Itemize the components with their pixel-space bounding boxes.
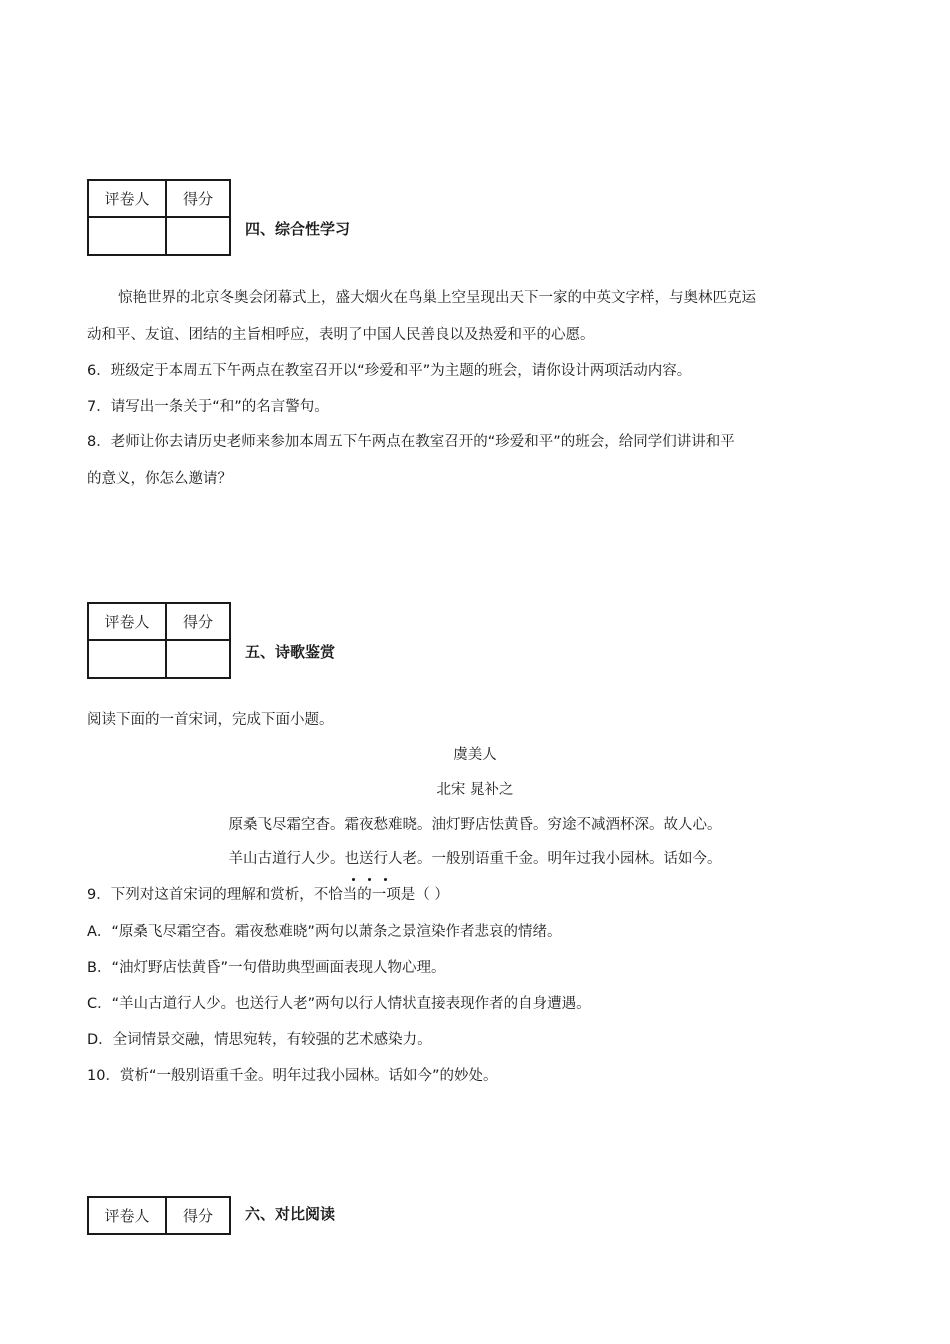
score-label: 得分 (166, 603, 230, 640)
score-table-section6 (87, 1196, 231, 1235)
option-b: B．“油灯野店怯黄昏”一句借助典型画面表现人物心理。 (87, 960, 446, 976)
question-6: 6．班级定于本周五下午两点在教室召开以“珍爱和平”为主题的班会，请你设计两项活动内容。 (87, 363, 692, 379)
score-cell (166, 640, 230, 678)
poem-title: 虞美人 (453, 747, 497, 763)
question-7: 7．请写出一条关于“和”的名言警句。 (87, 399, 329, 415)
question-10: 10．赏析“一般别语重千金。明年过我小园林。话如今”的妙处。 (87, 1068, 498, 1084)
score-label: 得分 (166, 180, 230, 217)
section4-title: 四、综合性学习 (245, 220, 351, 238)
passage-line-2: 动和平、友谊、团结的主旨相呼应，表明了中国人民善良以及热爱和平的心愿。 (87, 327, 595, 343)
poem-line-1: 原桑飞尽霜空杳。霜夜愁难晓。油灯野店怯黄昏。穷途不减酒杯深。故人心。 (228, 817, 722, 833)
question-9: 9．下列对这首宋词的理解和赏析，不恰当的一项是（ ） (87, 887, 449, 903)
question-8-line-2: 的意义，你怎么邀请？ (87, 471, 232, 487)
section5-title: 五、诗歌鉴赏 (245, 643, 336, 661)
emphasis-dot (384, 878, 387, 881)
question-8-line-1: 8．老师让你去请历史老师来参加本周五下午两点在教室召开的“珍爱和平”的班会，给同学们讲讲和平 (87, 434, 735, 450)
score-table-section5 (87, 602, 231, 679)
grader-label: 评卷人 (88, 1197, 166, 1234)
poem-author: 北宋 晁补之 (436, 782, 514, 798)
reading-intro: 阅读下面的一首宋词，完成下面小题。 (87, 712, 334, 728)
option-c: C．“羊山古道行人少。也送行人老”两句以行人情状直接表现作者的自身遭遇。 (87, 996, 591, 1012)
passage-line-1: 惊艳世界的北京冬奥会闭幕式上，盛大烟火在鸟巢上空呈现出天下一家的中英文字样，与奥林匹克运 (118, 290, 756, 306)
score-table-section4 (87, 179, 231, 256)
section6-title: 六、对比阅读 (245, 1205, 336, 1223)
score-label: 得分 (166, 1197, 230, 1234)
grader-label: 评卷人 (88, 180, 166, 217)
poem-line-2: 羊山古道行人少。也送行人老。一般别语重千金。明年过我小园林。话如今。 (228, 851, 722, 867)
score-cell (166, 217, 230, 255)
option-d: D．全词情景交融，情思宛转，有较强的艺术感染力。 (87, 1032, 432, 1048)
grader-label: 评卷人 (88, 603, 166, 640)
grader-cell (88, 217, 166, 255)
grader-cell (88, 640, 166, 678)
option-a: A．“原桑飞尽霜空杳。霜夜愁难晓”两句以萧条之景渲染作者悲哀的情绪。 (87, 924, 562, 940)
emphasis-dot (368, 878, 371, 881)
emphasis-dot (352, 878, 355, 881)
